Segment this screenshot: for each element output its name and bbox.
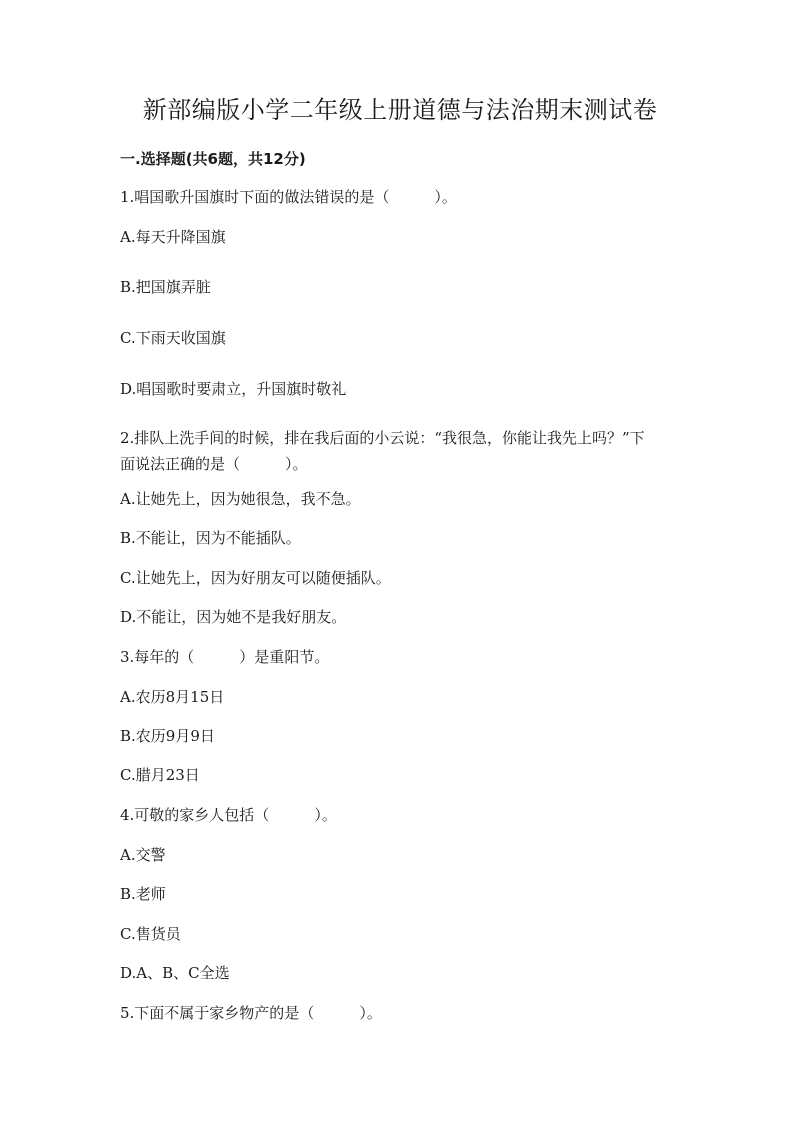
question-1-option-a: A.每天升降国旗 xyxy=(120,228,226,246)
question-4-stem: 4.可敬的家乡人包括（ ）。 xyxy=(120,806,337,824)
question-2-stem: 2.排队上洗手间的时候，排在我后面的小云说：“我很急，你能让我先上吗？”下面说法正确的是（ ）。 xyxy=(120,429,645,473)
question-1-option-c: C.下雨天收国旗 xyxy=(120,329,226,347)
question-3-option-a: A.农历8月15日 xyxy=(120,688,225,706)
section-heading: 一.选择题(共6题，共12分) xyxy=(120,150,306,168)
question-1-option-b: B.把国旗弄脏 xyxy=(120,278,211,296)
question-4-option-b: B.老师 xyxy=(120,885,166,903)
question-5-stem: 5.下面不属于家乡物产的是（ ）。 xyxy=(120,1004,382,1022)
question-3-stem: 3.每年的（ ）是重阳节。 xyxy=(120,648,330,666)
question-4-option-d: D.A、B、C全选 xyxy=(120,964,230,982)
question-4-option-c: C.售货员 xyxy=(120,925,181,943)
question-3-option-b: B.农历9月9日 xyxy=(120,727,215,745)
question-2-option-d: D.不能让，因为她不是我好朋友。 xyxy=(120,608,347,626)
question-4-option-a: A.交警 xyxy=(120,846,166,864)
question-1-option-d: D.唱国歌时要肃立，升国旗时敬礼 xyxy=(120,380,347,398)
question-3-option-c: C.腊月23日 xyxy=(120,766,200,784)
question-1-stem: 1.唱国歌升国旗时下面的做法错误的是（ ）。 xyxy=(120,188,457,206)
question-2-option-b: B.不能让，因为不能插队。 xyxy=(120,529,301,547)
document-title: 新部编版小学二年级上册道德与法治期末测试卷 xyxy=(142,96,658,124)
question-2-option-c: C.让她先上，因为好朋友可以随便插队。 xyxy=(120,569,391,587)
question-2-option-a: A.让她先上，因为她很急，我不急。 xyxy=(120,490,361,508)
